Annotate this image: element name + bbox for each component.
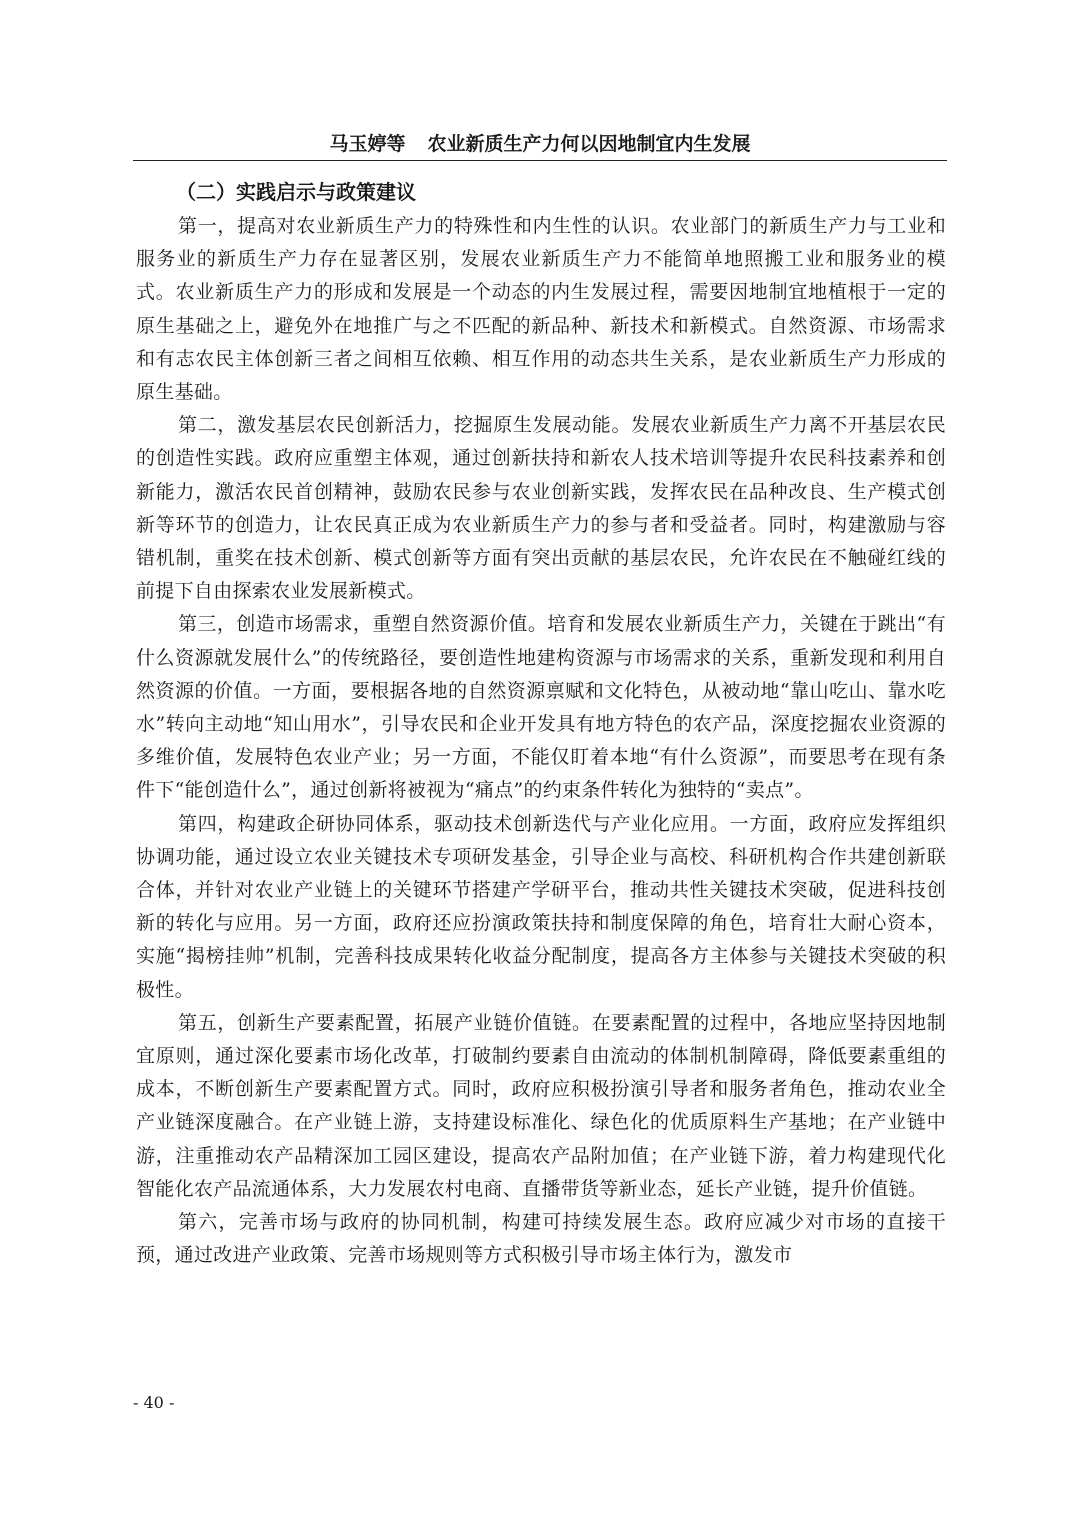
page-number: - 40 - bbox=[133, 1393, 175, 1412]
paragraph-1: 第一，提高对农业新质生产力的特殊性和内生性的认识。农业部门的新质生产力与工业和服务业的新质生产力存在显著区别，发展农业新质生产力不能简单地照搬工业和服务业的模式。农业新质生产力的形成和发展是一个动态的内生发展过程，需要因地制宜地植根于一定的原生基础之上，避免外在地推广与之不匹配的新品种、新技术和新模式。自然资源、市场需求和有志农民主体创新三者之间相互依赖、相互作用的动态共生关系，是农业新质生产力形成的原生基础。 bbox=[136, 215, 946, 404]
paragraph-4: 第四，构建政企研协同体系，驱动技术创新迭代与产业化应用。一方面，政府应发挥组织协调功能，通过设立农业关键技术专项研发基金，引导企业与高校、科研机构合作共建创新联合体，并针对农业产业链上的关键环节搭建产学研平台，推动共性关键技术突破，促进科技创新的转化与应用。另一方面，政府还应扮演政策扶持和制度保障的角色，培育壮大耐心资本，实施“揭榜挂帅”机制，完善科技成果转化收益分配制度，提高各方主体参与关键技术突破的积极性。 bbox=[136, 812, 946, 1001]
paragraph-3: 第三，创造市场需求，重塑自然资源价值。培育和发展农业新质生产力，关键在于跳出“有什么资源就发展什么”的传统路径，要创造性地建构资源与市场需求的关系，重新发现和利用自然资源的价值。一方面，要根据各地的自然资源禀赋和文化特色，从被动地“靠山吃山、靠水吃水”转向主动地“知山用水”，引导农民和企业开发具有地方特色的农产品，深度挖掘农业资源的多维价值，发展特色农业产业；另一方面，不能仅盯着本地“有什么资源”，而要思考在现有条件下“能创造什么”，通过创新将被视为“痛点”的约束条件转化为独特的“卖点”。 bbox=[136, 613, 946, 802]
header-authors: 马玉婷等 bbox=[329, 133, 406, 155]
article-body bbox=[136, 174, 946, 1273]
paragraph-5: 第五，创新生产要素配置，拓展产业链价值链。在要素配置的过程中，各地应坚持因地制宜原则，通过深化要素市场化改革，打破制约要素自由流动的体制机制障碍，降低要素重组的成本，不断创新生产要素配置方式。同时，政府应积极扮演引导者和服务者角色，推动农业全产业链深度融合。在产业链上游，支持建设标准化、绿色化的优质原料生产基地；在产业链中游，注重推动农产品精深加工园区建设，提高农产品附加值；在产业链下游，着力构建现代化智能化农产品流通体系，大力发展农村电商、直播带货等新业态，延长产业链，提升价值链。 bbox=[136, 1011, 946, 1200]
paragraph-6: 第六，完善市场与政府的协同机制，构建可持续发展生态。政府应减少对市场的直接干预，通过改进产业政策、完善市场规则等方式积极引导市场主体行为，激发市 bbox=[136, 1211, 946, 1267]
header-article-title: 农业新质生产力何以因地制宜内生发展 bbox=[427, 133, 751, 155]
section-heading: （二）实践启示与政策建议 bbox=[176, 180, 416, 204]
running-header bbox=[133, 130, 947, 158]
paragraph-2: 第二，激发基层农民创新活力，挖掘原生发展动能。发展农业新质生产力离不开基层农民的创造性实践。政府应重塑主体观，通过创新扶持和新农人技术培训等提升农民科技素养和创新能力，激活农民首创精神，鼓励农民参与农业创新实践，发挥农民在品种改良、生产模式创新等环节的创造力，让农民真正成为农业新质生产力的参与者和受益者。同时，构建激励与容错机制，重奖在技术创新、模式创新等方面有突出贡献的基层农民，允许农民在不触碰红线的前提下自由探索农业发展新模式。 bbox=[136, 414, 946, 603]
header-rule bbox=[133, 160, 947, 161]
